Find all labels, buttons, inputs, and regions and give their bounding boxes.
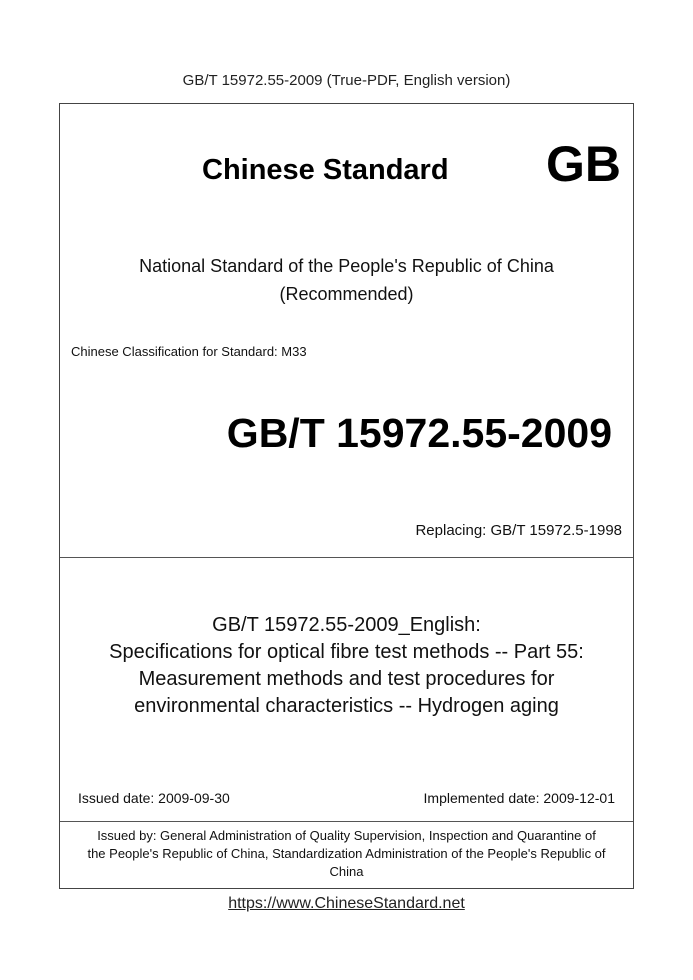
- section-divider: [60, 821, 633, 822]
- implemented-date: Implemented date: 2009-12-01: [423, 790, 615, 806]
- document-title-line: GB/T 15972.55-2009_English:: [212, 614, 481, 636]
- cover-frame: [59, 103, 634, 889]
- header-title: GB/T 15972.55-2009 (True-PDF, English version): [182, 72, 511, 89]
- document-title-line: Measurement methods and test procedures for: [138, 668, 555, 690]
- issuer-block: [60, 827, 633, 881]
- standard-number: GB/T 15972.55-2009: [226, 410, 612, 456]
- issuer-line: Issued by: General Administration of Quality Supervision, Inspection and Quarantine of: [97, 828, 596, 843]
- website-link[interactable]: https://www.ChineseStandard.net: [228, 895, 465, 912]
- document-title-line: Specifications for optical fibre test methods -- Part 55:: [109, 641, 584, 663]
- document-title-line: environmental characteristics -- Hydrogen aging: [134, 695, 559, 717]
- issued-date: Issued date: 2009-09-30: [78, 790, 230, 806]
- replacing-label: Replacing: GB/T 15972.5-1998: [415, 522, 622, 539]
- issuer-line: China: [329, 864, 364, 879]
- national-standard-label: [60, 252, 633, 308]
- chinese-standard-title: Chinese Standard: [202, 154, 449, 186]
- issuer-line: the People's Republic of China, Standardization Administration of the People's Republic of: [87, 846, 606, 861]
- recommended-line: (Recommended): [279, 284, 414, 304]
- gb-logo: GB: [546, 136, 621, 192]
- national-standard-line: National Standard of the People's Republic of China: [139, 256, 554, 276]
- section-divider: [60, 557, 633, 558]
- classification-label: Chinese Classification for Standard: M33: [71, 344, 307, 359]
- document-title: [60, 612, 633, 720]
